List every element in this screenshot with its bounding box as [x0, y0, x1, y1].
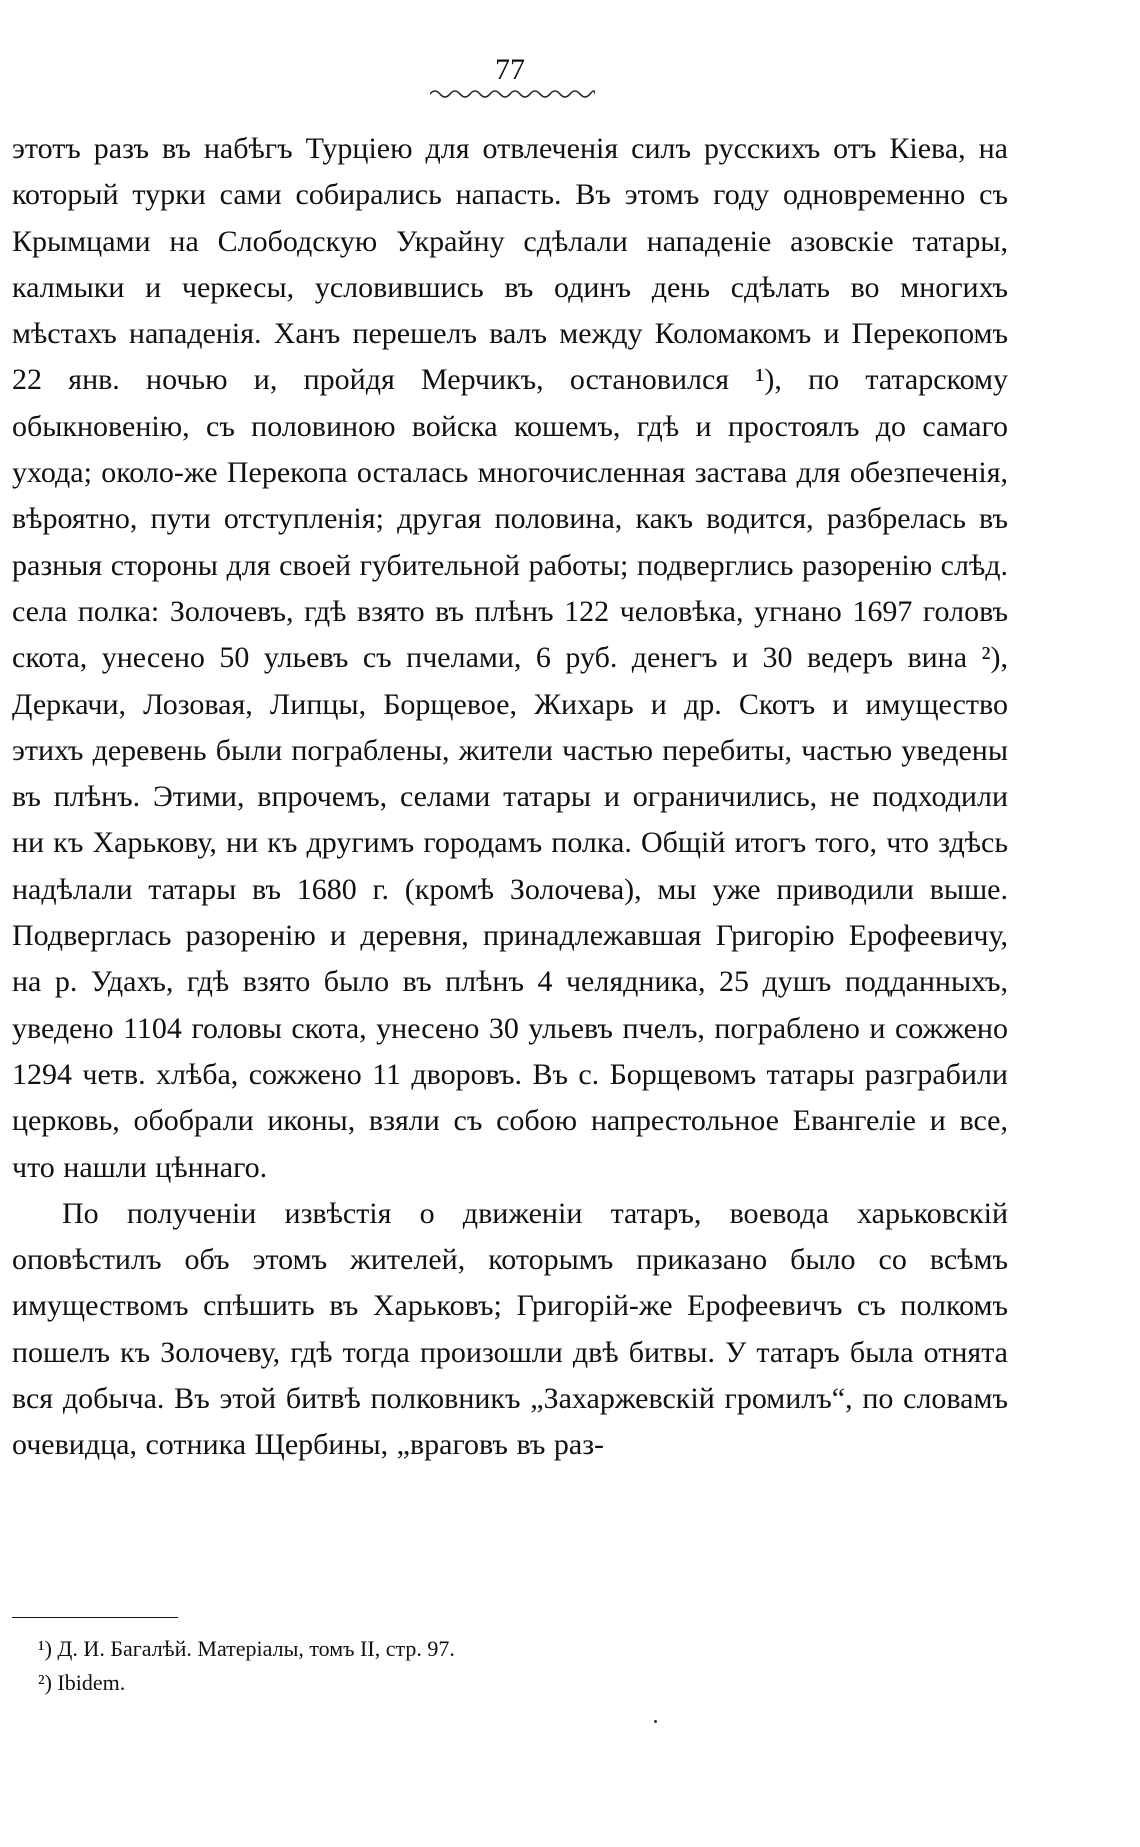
wavy-ornament-icon [430, 88, 595, 100]
footnote-separator [12, 1617, 178, 1618]
paragraph-2: По полученіи извѣстія о движеніи татаръ, воевода харьковскій оповѣстилъ объ этомъ жителей, которымъ приказано было со всѣмъ имуществомъ спѣшить въ Харьковъ; Григорій-же Ерофеевичъ съ полкомъ пошелъ къ Золочеву, гдѣ тогда произошли двѣ битвы. У татаръ была отнята вся добыча. Въ этой битвѣ полковникъ „Захаржевскій громилъ“, по словамъ очевидца, сотника Щербины, „враговъ въ раз- [12, 1196, 1008, 1462]
footnote-1: ¹) Д. И. Багалѣй. Матеріалы, томъ II, стр. 97. [38, 1636, 455, 1661]
body-text [12, 126, 1008, 1469]
paragraph-1: этотъ разъ въ набѣгъ Турціею для отвлеченія силъ русскихъ отъ Кіева, на который турки сами собирались напасть. Въ этомъ году одновременно съ Крымцами на Слободскую Украйну сдѣлали нападеніе азовскіе татары, калмыки и черкесы, условившись въ одинъ день сдѣлать во многихъ мѣстахъ нападенія. Ханъ перешелъ валъ между Коломакомъ и Перекопомъ 22 янв. ночью и, пройдя Мерчикъ, остановился ¹), по татарскому обыкновенію, съ половиною войска кошемъ, гдѣ и простоялъ до самаго ухода; около-же Перекопа осталась многочисленная застава для обезпеченія, вѣроятно, пути отступленія; другая половина, какъ водится, разбрелась въ разныя стороны для своей губительной работы; подверглись разоренію слѣд. села полка: Золочевъ, гдѣ взято въ плѣнъ 122 человѣка, угнано 1697 головъ скота, унесено 50 ульевъ съ пчелами, 6 руб. денегъ и 30 ведеръ вина ²), Деркачи, Лозовая, Липцы, Борщевое, Жихарь и др. Скотъ и имущество этихъ деревень были пограблены, жители частью перебиты, частью уведены въ плѣнъ. Этими, впрочемъ, селами татары и ограничились, не подходили ни къ Харькову, ни къ другимъ городамъ полка. Общій итогъ того, что здѣсь надѣлали татары въ 1680 г. (кромѣ Золочева), мы уже приводили выше. Подверглась разоренію и деревня, принадлежавшая Григорію Ерофеевичу, на р. Удахъ, гдѣ взято было въ плѣнъ 4 челядника, 25 душъ подданныхъ, уведено 1104 головы скота, унесено 30 ульевъ пчелъ, пограблено и сожжено 1294 четв. хлѣба, сожжено 11 дворовъ. Въ с. Борщевомъ татары разграбили церковь, обобрали иконы, взяли съ собою напрестольное Евангеліе и все, что нашли цѣннаго. [12, 132, 1008, 1184]
footnotes [38, 1632, 938, 1700]
footnote-2: ²) Ibidem. [38, 1670, 126, 1695]
page-number: 77 [495, 53, 525, 86]
print-speck [654, 1720, 657, 1723]
